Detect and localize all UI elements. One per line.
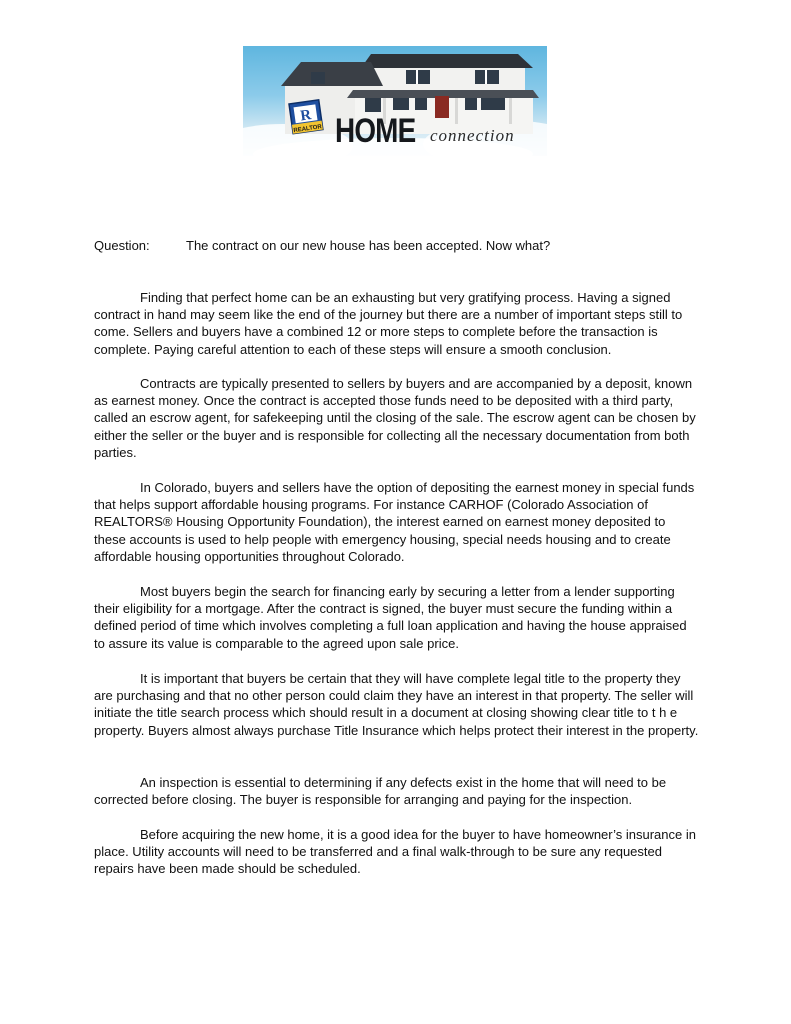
- realtor-badge-letter: R: [299, 107, 313, 125]
- paragraph-4: Most buyers begin the search for financing early by securing a letter from a lender supporting their eligibility for a mortgage. After the contract is signed, the buyer must secure the funding within a defined period of time which involves completing a full loan application and having the house appraised to assure its value is comparable to the agreed upon sale price.: [94, 584, 687, 651]
- paragraph-3: In Colorado, buyers and sellers have the option of depositing the earnest money in special funds that helps support affordable housing programs. For instance CARHOF (Colorado Association of REALTORS® Housing Opportunity Foundation), the interest earned on earnest money deposited to these accounts is used to help people with emergency housing, special needs housing and to create affordable housing opportunities throughout Colorado.: [94, 480, 695, 564]
- brand-script: connection: [430, 126, 515, 145]
- brand-word: HOME: [335, 112, 416, 150]
- home-connection-banner: [243, 46, 547, 156]
- paragraph-1: Finding that perfect home can be an exhausting but very gratifying process. Having a signed contract in hand may seem like the end of the journey but there are a number of important steps still to come. Sellers and buyers have a combined 12 or more steps to complete before the transaction is complete. Paying careful attention to each of these steps will ensure a smooth conclusion.: [94, 290, 683, 357]
- question-label: Question:: [94, 238, 150, 253]
- question-line: [94, 238, 714, 254]
- paragraph-2: Contracts are typically presented to sellers by buyers and are accompanied by a deposit, known as earnest money. Once the contract is accepted those funds need to be deposited with a third party, called an escrow agent, for safekeeping until the closing of the sale. The escrow agent can be chosen by either the seller or the buyer and is responsible for collecting all the necessary documentation from both parties.: [94, 376, 696, 460]
- realtor-badge-label: REALTOR: [293, 124, 323, 135]
- paragraph-5: It is important that buyers be certain that they will have complete legal title to the property they are purchasing and that no other person could claim they have an interest in that property. The seller will initiate the title search process which should result in a document at closing showing clear title to t h e property. Buyers almost always purchase Title Insurance which helps protect their interest in the property.: [94, 671, 699, 738]
- question-text: The contract on our new house has been accepted. Now what?: [186, 238, 551, 253]
- paragraph-7: Before acquiring the new home, it is a good idea for the buyer to have homeowner’s insurance in place. Utility accounts will need to be transferred and a final walk-through to be sure any requested repairs have been made should be scheduled.: [94, 827, 696, 877]
- paragraph-6: An inspection is essential to determining if any defects exist in the home that will need to be corrected before closing. The buyer is responsible for arranging and paying for the inspection.: [94, 775, 667, 808]
